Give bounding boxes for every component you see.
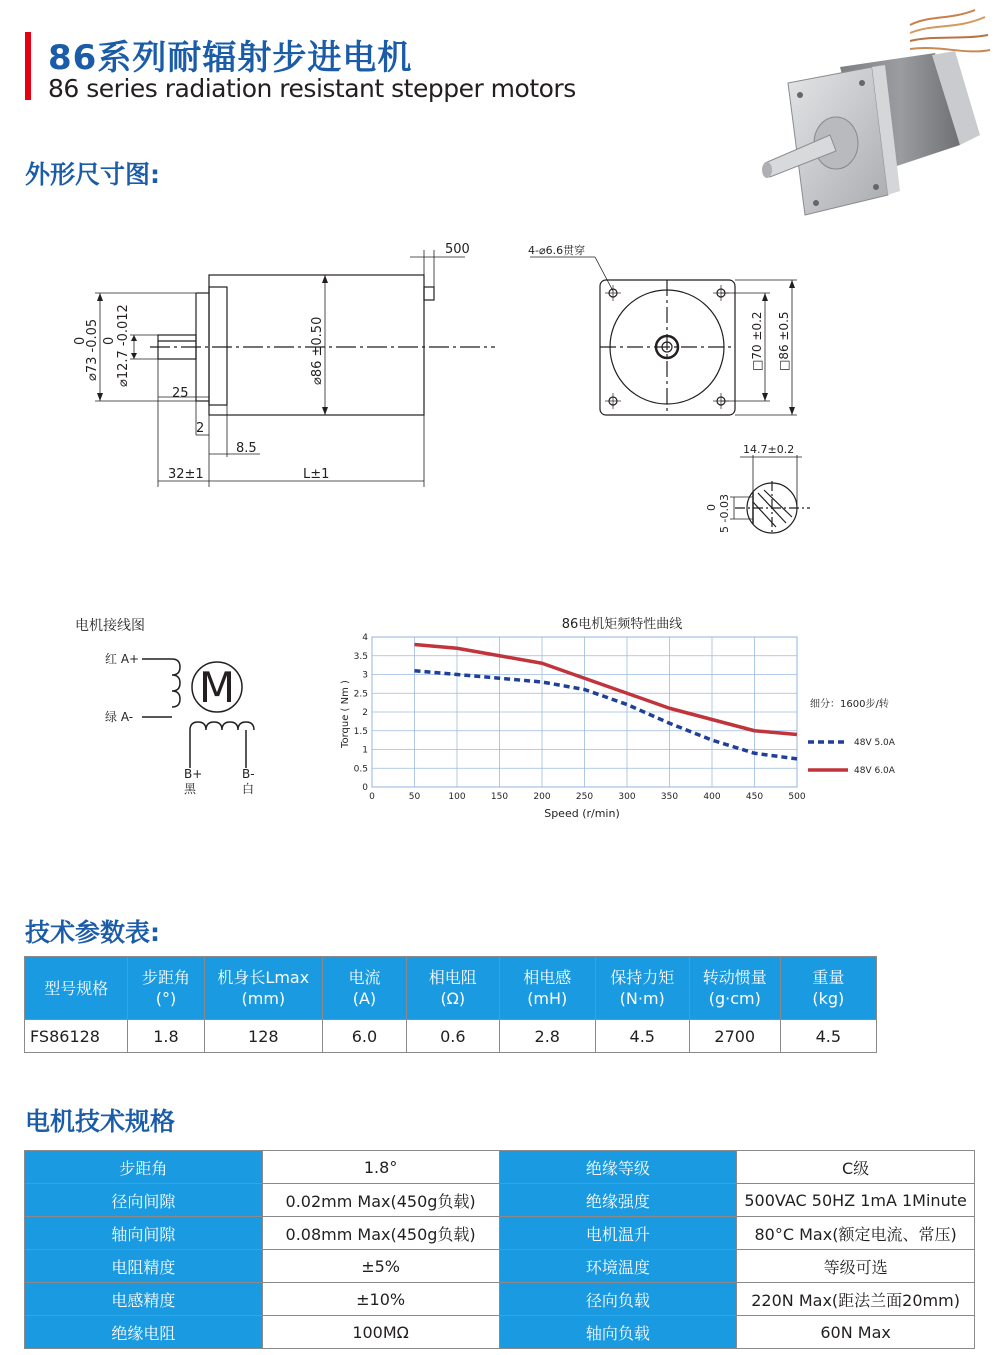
dim-shaft-end: 500 — [445, 242, 470, 257]
y-tick-label: 0 — [362, 783, 368, 793]
spec-key: 轴向负载 — [499, 1316, 737, 1349]
param-header-label: 转动惯量 — [702, 968, 767, 987]
spec-key: 步距角 — [25, 1151, 263, 1184]
table-row — [25, 1184, 975, 1217]
param-header-3 — [323, 957, 407, 1020]
param-header-label: 保持力矩 — [610, 968, 675, 987]
table-cell: 0.6 — [406, 1020, 499, 1053]
spec-key: 绝缘强度 — [499, 1184, 737, 1217]
spec-key: 轴向间隙 — [25, 1217, 263, 1250]
param-header-1 — [128, 957, 204, 1020]
table-cell: FS86128 — [25, 1020, 128, 1053]
spec-value: 等级可选 — [737, 1250, 975, 1283]
spec-key: 电感精度 — [25, 1283, 263, 1316]
dim-shaft-zero: 0 — [102, 336, 117, 345]
param-header-unit: (Ω) — [440, 989, 466, 1008]
spec-value: 1.8° — [262, 1151, 499, 1184]
param-header-unit: (°) — [155, 989, 177, 1008]
table-row — [25, 1217, 975, 1250]
x-tick-label: 450 — [745, 792, 764, 802]
table-cell: 1.8 — [128, 1020, 204, 1053]
dim-flange-thickness: 8.5 — [236, 441, 257, 456]
title-accent-bar — [25, 32, 31, 100]
x-tick-label: 300 — [618, 792, 636, 802]
spec-value: 0.02mm Max(450g负载) — [262, 1184, 499, 1217]
table-cell: 128 — [204, 1020, 323, 1053]
table-cell: 2.8 — [499, 1020, 595, 1053]
y-tick-label: 1.5 — [353, 726, 368, 737]
table-cell: 4.5 — [595, 1020, 689, 1053]
param-header-5 — [499, 957, 595, 1020]
spec-value: 220N Max(距法兰面20mm) — [737, 1283, 975, 1316]
y-tick-label: 3 — [362, 670, 368, 681]
dim-flat-width: 14.7±0.2 — [743, 443, 795, 456]
legend-label: 48V 6.0A — [854, 766, 895, 776]
spec-table — [24, 1150, 975, 1349]
wire-a-minus: 绿 A- — [105, 710, 134, 724]
dim-flat-zero: 0 — [705, 504, 718, 511]
param-header-label: 相电阻 — [428, 968, 477, 987]
table-cell: 2700 — [689, 1020, 780, 1053]
table-cell: 6.0 — [323, 1020, 407, 1053]
param-header-unit: (mm) — [241, 989, 286, 1008]
dim-pilot-diameter: ⌀73 -0.05 — [85, 318, 100, 381]
legend-label: 48V 5.0A — [854, 738, 895, 748]
spec-value: 0.08mm Max(450g负载) — [262, 1217, 499, 1250]
table-row — [25, 1283, 975, 1316]
y-tick-label: 3.5 — [353, 651, 368, 662]
dimension-drawing — [70, 235, 830, 575]
dim-front-shaft: 32±1 — [168, 467, 204, 482]
page-title: 86系列耐辐射步进电机 — [48, 38, 413, 78]
dim-hole-note: 4-⌀6.6贯穿 — [528, 244, 586, 257]
torque-speed-chart — [330, 612, 930, 827]
param-header-unit: (mH) — [527, 989, 568, 1008]
x-tick-label: 150 — [490, 792, 509, 802]
param-header-2 — [204, 957, 323, 1020]
param-header-label: 重量 — [812, 968, 845, 987]
x-tick-label: 400 — [703, 792, 721, 802]
wire-b-plus-color: 黑 — [184, 782, 197, 796]
spec-key: 径向负载 — [499, 1283, 737, 1316]
spec-value: 100MΩ — [262, 1316, 499, 1349]
wire-a-plus: 红 A+ — [105, 652, 140, 666]
x-tick-label: 200 — [533, 792, 551, 802]
section-title-specs: 电机技术规格 — [25, 1107, 176, 1136]
wire-b-minus: B- — [242, 767, 255, 781]
table-cell: 4.5 — [780, 1020, 876, 1053]
dim-shaft-diameter: ⌀12.7 -0.012 — [116, 304, 131, 387]
y-tick-label: 4 — [362, 633, 368, 643]
y-tick-label: 0.5 — [353, 764, 368, 775]
param-header-label: 电流 — [348, 968, 381, 987]
y-tick-label: 2 — [362, 708, 368, 718]
dim-pilot-zero: 0 — [73, 336, 88, 345]
param-header-6 — [595, 957, 689, 1020]
spec-value: 500VAC 50HZ 1mA 1Minute — [737, 1184, 975, 1217]
dim-body-length: L±1 — [303, 467, 330, 482]
spec-key: 电阻精度 — [25, 1250, 263, 1283]
spec-value: C级 — [737, 1151, 975, 1184]
motor-letter: M — [198, 663, 236, 712]
param-header-4 — [406, 957, 499, 1020]
param-header-8 — [780, 957, 876, 1020]
x-tick-label: 350 — [660, 792, 679, 802]
spec-key: 绝缘电阻 — [25, 1316, 263, 1349]
x-tick-label: 50 — [408, 792, 421, 802]
spec-key: 绝缘等级 — [499, 1151, 737, 1184]
param-header-unit: (kg) — [812, 989, 845, 1008]
section-title-params: 技术参数表: — [25, 918, 160, 947]
x-tick-label: 100 — [448, 792, 466, 802]
param-header-7 — [689, 957, 780, 1020]
spec-value: ±5% — [262, 1250, 499, 1283]
spec-key: 径向间隙 — [25, 1184, 263, 1217]
x-tick-label: 250 — [575, 792, 594, 802]
y-axis-label: Torque ( Nm ) — [340, 680, 351, 748]
spec-key: 环境温度 — [499, 1250, 737, 1283]
spec-value: 60N Max — [737, 1316, 975, 1349]
table-row — [25, 1151, 975, 1184]
dim-bolt-square: □70 ±0.2 — [750, 311, 764, 371]
section-title-dimensions: 外形尺寸图: — [25, 160, 160, 189]
dim-shaft-length: 25 — [172, 386, 189, 401]
param-header-label: 步距角 — [141, 968, 190, 987]
param-header-label: 机身长Lmax — [217, 968, 310, 987]
param-header-label: 型号规格 — [44, 978, 109, 998]
param-header-unit: (N·m) — [619, 989, 665, 1008]
chart-note: 细分：1600步/转 — [810, 699, 889, 710]
param-header-unit: (g·cm) — [708, 989, 761, 1008]
wire-b-minus-color: 白 — [242, 782, 255, 796]
chart-title: 86电机矩频特性曲线 — [561, 617, 683, 632]
page-subtitle: 86 series radiation resistant stepper motors — [48, 74, 576, 103]
dim-flange-square: □86 ±0.5 — [777, 311, 791, 371]
param-header-unit: (A) — [352, 989, 377, 1008]
table-row — [25, 1250, 975, 1283]
motor-product-image — [760, 5, 995, 230]
wire-b-plus: B+ — [184, 767, 203, 781]
y-tick-label: 2.5 — [353, 689, 368, 700]
param-table — [24, 956, 877, 1053]
x-tick-label: 0 — [369, 792, 375, 802]
param-header-label: 相电感 — [523, 968, 572, 987]
spec-value: 80°C Max(额定电流、常压) — [737, 1217, 975, 1250]
spec-value: ±10% — [262, 1283, 499, 1316]
wiring-title: 电机接线图 — [75, 618, 145, 634]
x-axis-label: Speed (r/min) — [544, 807, 620, 820]
table-row — [25, 1316, 975, 1349]
dim-flat-depth: 5 -0.03 — [718, 494, 731, 533]
table-row — [25, 1020, 877, 1053]
wiring-diagram — [100, 640, 280, 810]
spec-key: 电机温升 — [499, 1217, 737, 1250]
param-header-0 — [25, 957, 128, 1020]
dim-body-diameter: ⌀86 ±0.50 — [310, 316, 325, 385]
dim-flange-step: 2 — [196, 421, 205, 436]
x-tick-label: 500 — [788, 792, 806, 802]
y-tick-label: 1 — [362, 745, 368, 756]
